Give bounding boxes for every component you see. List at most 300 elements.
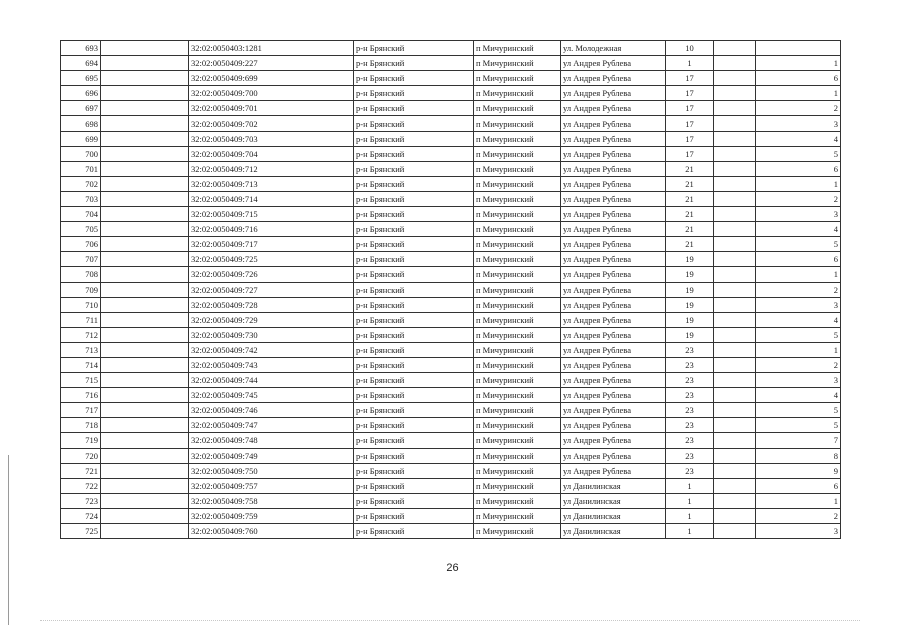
street-cell: ул Данилинская — [561, 524, 666, 539]
blank-cell — [101, 252, 189, 267]
flat-number: 5 — [756, 327, 841, 342]
blank-cell — [714, 176, 756, 191]
house-number: 23 — [666, 463, 714, 478]
house-number: 19 — [666, 327, 714, 342]
row-number: 706 — [61, 237, 101, 252]
street-cell: ул Андрея Рублева — [561, 433, 666, 448]
street-cell: ул Андрея Рублева — [561, 86, 666, 101]
district-cell: р-н Брянский — [354, 403, 474, 418]
row-number: 712 — [61, 327, 101, 342]
locality-cell: п Мичуринский — [474, 267, 561, 282]
house-number: 21 — [666, 222, 714, 237]
locality-cell: п Мичуринский — [474, 237, 561, 252]
locality-cell: п Мичуринский — [474, 327, 561, 342]
cadastral-number: 32:02:0050409:760 — [189, 524, 354, 539]
house-number: 23 — [666, 342, 714, 357]
district-cell: р-н Брянский — [354, 252, 474, 267]
table-row — [61, 388, 841, 403]
street-cell: ул Андрея Рублева — [561, 373, 666, 388]
cadastral-number: 32:02:0050409:746 — [189, 403, 354, 418]
blank-cell — [101, 433, 189, 448]
flat-number: 4 — [756, 131, 841, 146]
cadastral-number: 32:02:0050409:715 — [189, 207, 354, 222]
scan-artifact-line — [40, 620, 860, 621]
district-cell: р-н Брянский — [354, 41, 474, 56]
district-cell: р-н Брянский — [354, 388, 474, 403]
locality-cell: п Мичуринский — [474, 161, 561, 176]
blank-cell — [714, 282, 756, 297]
blank-cell — [714, 56, 756, 71]
flat-number: 2 — [756, 508, 841, 523]
flat-number: 4 — [756, 312, 841, 327]
street-cell: ул Андрея Рублева — [561, 101, 666, 116]
district-cell: р-н Брянский — [354, 373, 474, 388]
cadastral-number: 32:02:0050409:730 — [189, 327, 354, 342]
flat-number: 2 — [756, 101, 841, 116]
registry-table — [60, 40, 841, 539]
table-row — [61, 41, 841, 56]
row-number: 717 — [61, 403, 101, 418]
street-cell: ул Андрея Рублева — [561, 237, 666, 252]
street-cell: ул Андрея Рублева — [561, 388, 666, 403]
house-number: 19 — [666, 297, 714, 312]
row-number: 695 — [61, 71, 101, 86]
flat-number: 1 — [756, 86, 841, 101]
locality-cell: п Мичуринский — [474, 418, 561, 433]
district-cell: р-н Брянский — [354, 267, 474, 282]
flat-number: 6 — [756, 161, 841, 176]
locality-cell: п Мичуринский — [474, 191, 561, 206]
locality-cell: п Мичуринский — [474, 478, 561, 493]
district-cell: р-н Брянский — [354, 448, 474, 463]
locality-cell: п Мичуринский — [474, 312, 561, 327]
house-number: 10 — [666, 41, 714, 56]
blank-cell — [101, 116, 189, 131]
flat-number: 9 — [756, 463, 841, 478]
street-cell: ул Андрея Рублева — [561, 131, 666, 146]
flat-number: 6 — [756, 478, 841, 493]
district-cell: р-н Брянский — [354, 297, 474, 312]
flat-number: 1 — [756, 176, 841, 191]
row-number: 722 — [61, 478, 101, 493]
locality-cell: п Мичуринский — [474, 56, 561, 71]
house-number: 1 — [666, 508, 714, 523]
cadastral-number: 32:02:0050409:699 — [189, 71, 354, 86]
street-cell: ул Андрея Рублева — [561, 252, 666, 267]
blank-cell — [714, 478, 756, 493]
locality-cell: п Мичуринский — [474, 131, 561, 146]
locality-cell: п Мичуринский — [474, 207, 561, 222]
blank-cell — [101, 478, 189, 493]
house-number: 17 — [666, 71, 714, 86]
table-row — [61, 297, 841, 312]
locality-cell: п Мичуринский — [474, 71, 561, 86]
blank-cell — [101, 524, 189, 539]
house-number: 17 — [666, 86, 714, 101]
row-number: 703 — [61, 191, 101, 206]
district-cell: р-н Брянский — [354, 161, 474, 176]
cadastral-number: 32:02:0050409:714 — [189, 191, 354, 206]
street-cell: ул Андрея Рублева — [561, 463, 666, 478]
flat-number: 3 — [756, 297, 841, 312]
street-cell: ул Данилинская — [561, 508, 666, 523]
locality-cell: п Мичуринский — [474, 146, 561, 161]
house-number: 19 — [666, 282, 714, 297]
house-number: 17 — [666, 116, 714, 131]
locality-cell: п Мичуринский — [474, 86, 561, 101]
table-row — [61, 161, 841, 176]
blank-cell — [101, 191, 189, 206]
street-cell: ул Андрея Рублева — [561, 161, 666, 176]
row-number: 713 — [61, 342, 101, 357]
cadastral-number: 32:02:0050409:725 — [189, 252, 354, 267]
blank-cell — [101, 418, 189, 433]
flat-number: 3 — [756, 207, 841, 222]
district-cell: р-н Брянский — [354, 312, 474, 327]
table-row — [61, 116, 841, 131]
district-cell: р-н Брянский — [354, 191, 474, 206]
cadastral-number: 32:02:0050409:727 — [189, 282, 354, 297]
table-row — [61, 357, 841, 372]
street-cell: ул Андрея Рублева — [561, 222, 666, 237]
district-cell: р-н Брянский — [354, 508, 474, 523]
blank-cell — [101, 86, 189, 101]
blank-cell — [101, 176, 189, 191]
cadastral-number: 32:02:0050409:713 — [189, 176, 354, 191]
blank-cell — [101, 327, 189, 342]
blank-cell — [714, 418, 756, 433]
row-number: 723 — [61, 493, 101, 508]
row-number: 721 — [61, 463, 101, 478]
street-cell: ул Андрея Рублева — [561, 191, 666, 206]
flat-number: 5 — [756, 237, 841, 252]
locality-cell: п Мичуринский — [474, 101, 561, 116]
blank-cell — [101, 222, 189, 237]
row-number: 725 — [61, 524, 101, 539]
table-row — [61, 448, 841, 463]
blank-cell — [101, 403, 189, 418]
street-cell: ул Данилинская — [561, 478, 666, 493]
blank-cell — [714, 493, 756, 508]
table-row — [61, 267, 841, 282]
blank-cell — [101, 388, 189, 403]
flat-number: 3 — [756, 524, 841, 539]
row-number: 709 — [61, 282, 101, 297]
row-number: 711 — [61, 312, 101, 327]
blank-cell — [101, 267, 189, 282]
row-number: 696 — [61, 86, 101, 101]
street-cell: ул Андрея Рублева — [561, 418, 666, 433]
flat-number: 1 — [756, 56, 841, 71]
cadastral-number: 32:02:0050409:759 — [189, 508, 354, 523]
row-number: 718 — [61, 418, 101, 433]
blank-cell — [714, 252, 756, 267]
street-cell: ул Андрея Рублева — [561, 146, 666, 161]
blank-cell — [714, 327, 756, 342]
row-number: 704 — [61, 207, 101, 222]
cadastral-number: 32:02:0050409:758 — [189, 493, 354, 508]
house-number: 1 — [666, 493, 714, 508]
blank-cell — [714, 448, 756, 463]
locality-cell: п Мичуринский — [474, 403, 561, 418]
flat-number: 2 — [756, 282, 841, 297]
blank-cell — [714, 267, 756, 282]
blank-cell — [101, 41, 189, 56]
street-cell: ул Андрея Рублева — [561, 327, 666, 342]
blank-cell — [101, 282, 189, 297]
blank-cell — [714, 222, 756, 237]
cadastral-number: 32:02:0050409:743 — [189, 357, 354, 372]
house-number: 19 — [666, 267, 714, 282]
locality-cell: п Мичуринский — [474, 252, 561, 267]
district-cell: р-н Брянский — [354, 207, 474, 222]
flat-number: 8 — [756, 448, 841, 463]
district-cell: р-н Брянский — [354, 176, 474, 191]
cadastral-number: 32:02:0050403:1281 — [189, 41, 354, 56]
district-cell: р-н Брянский — [354, 101, 474, 116]
row-number: 702 — [61, 176, 101, 191]
street-cell: ул Андрея Рублева — [561, 116, 666, 131]
row-number: 719 — [61, 433, 101, 448]
page-number: 26 — [446, 562, 459, 574]
table-row — [61, 252, 841, 267]
cadastral-number: 32:02:0050409:227 — [189, 56, 354, 71]
district-cell: р-н Брянский — [354, 342, 474, 357]
blank-cell — [714, 508, 756, 523]
blank-cell — [714, 131, 756, 146]
locality-cell: п Мичуринский — [474, 222, 561, 237]
locality-cell: п Мичуринский — [474, 116, 561, 131]
row-number: 697 — [61, 101, 101, 116]
blank-cell — [714, 373, 756, 388]
row-number: 716 — [61, 388, 101, 403]
street-cell: ул Андрея Рублева — [561, 56, 666, 71]
district-cell: р-н Брянский — [354, 524, 474, 539]
flat-number: 2 — [756, 357, 841, 372]
locality-cell: п Мичуринский — [474, 524, 561, 539]
locality-cell: п Мичуринский — [474, 448, 561, 463]
table-row — [61, 222, 841, 237]
flat-number: 6 — [756, 252, 841, 267]
house-number: 1 — [666, 524, 714, 539]
district-cell: р-н Брянский — [354, 282, 474, 297]
street-cell: ул Андрея Рублева — [561, 312, 666, 327]
row-number: 714 — [61, 357, 101, 372]
flat-number: 5 — [756, 146, 841, 161]
house-number: 1 — [666, 56, 714, 71]
cadastral-number: 32:02:0050409:728 — [189, 297, 354, 312]
flat-number: 5 — [756, 403, 841, 418]
district-cell: р-н Брянский — [354, 478, 474, 493]
locality-cell: п Мичуринский — [474, 433, 561, 448]
house-number: 23 — [666, 357, 714, 372]
flat-number: 3 — [756, 116, 841, 131]
row-number: 699 — [61, 131, 101, 146]
street-cell: ул Андрея Рублева — [561, 267, 666, 282]
district-cell: р-н Брянский — [354, 463, 474, 478]
district-cell: р-н Брянский — [354, 56, 474, 71]
cadastral-number: 32:02:0050409:726 — [189, 267, 354, 282]
table-row — [61, 463, 841, 478]
row-number: 700 — [61, 146, 101, 161]
house-number: 17 — [666, 101, 714, 116]
blank-cell — [714, 116, 756, 131]
blank-cell — [101, 448, 189, 463]
row-number: 708 — [61, 267, 101, 282]
locality-cell: п Мичуринский — [474, 388, 561, 403]
blank-cell — [714, 237, 756, 252]
table-row — [61, 508, 841, 523]
table-row — [61, 71, 841, 86]
house-number: 1 — [666, 478, 714, 493]
flat-number: 1 — [756, 342, 841, 357]
locality-cell: п Мичуринский — [474, 41, 561, 56]
locality-cell: п Мичуринский — [474, 282, 561, 297]
table-row — [61, 524, 841, 539]
table-row — [61, 327, 841, 342]
blank-cell — [101, 161, 189, 176]
street-cell: ул. Молодежная — [561, 41, 666, 56]
house-number: 17 — [666, 146, 714, 161]
cadastral-number: 32:02:0050409:704 — [189, 146, 354, 161]
blank-cell — [101, 493, 189, 508]
cadastral-number: 32:02:0050409:729 — [189, 312, 354, 327]
blank-cell — [714, 388, 756, 403]
house-number: 23 — [666, 388, 714, 403]
street-cell: ул Андрея Рублева — [561, 357, 666, 372]
house-number: 21 — [666, 176, 714, 191]
blank-cell — [714, 433, 756, 448]
flat-number: 7 — [756, 433, 841, 448]
district-cell: р-н Брянский — [354, 86, 474, 101]
street-cell: ул Андрея Рублева — [561, 403, 666, 418]
table-row — [61, 282, 841, 297]
blank-cell — [101, 131, 189, 146]
district-cell: р-н Брянский — [354, 433, 474, 448]
house-number: 19 — [666, 252, 714, 267]
table-row — [61, 433, 841, 448]
blank-cell — [714, 71, 756, 86]
blank-cell — [101, 297, 189, 312]
house-number: 21 — [666, 237, 714, 252]
blank-cell — [714, 161, 756, 176]
blank-cell — [714, 312, 756, 327]
blank-cell — [714, 101, 756, 116]
blank-cell — [101, 342, 189, 357]
cadastral-number: 32:02:0050409:757 — [189, 478, 354, 493]
flat-number: 4 — [756, 222, 841, 237]
registry-rows — [61, 41, 841, 539]
table-row — [61, 403, 841, 418]
cadastral-number: 32:02:0050409:702 — [189, 116, 354, 131]
house-number: 23 — [666, 418, 714, 433]
house-number: 17 — [666, 131, 714, 146]
row-number: 707 — [61, 252, 101, 267]
row-number: 720 — [61, 448, 101, 463]
blank-cell — [714, 463, 756, 478]
street-cell: ул Андрея Рублева — [561, 297, 666, 312]
locality-cell: п Мичуринский — [474, 342, 561, 357]
blank-cell — [714, 41, 756, 56]
row-number: 698 — [61, 116, 101, 131]
street-cell: ул Андрея Рублева — [561, 448, 666, 463]
table-row — [61, 176, 841, 191]
row-number: 724 — [61, 508, 101, 523]
blank-cell — [101, 237, 189, 252]
locality-cell: п Мичуринский — [474, 297, 561, 312]
blank-cell — [101, 146, 189, 161]
blank-cell — [714, 146, 756, 161]
flat-number — [756, 41, 841, 56]
table-row — [61, 131, 841, 146]
blank-cell — [101, 312, 189, 327]
row-number: 710 — [61, 297, 101, 312]
table-row — [61, 207, 841, 222]
row-number: 701 — [61, 161, 101, 176]
table-row — [61, 101, 841, 116]
blank-cell — [101, 357, 189, 372]
locality-cell: п Мичуринский — [474, 373, 561, 388]
house-number: 23 — [666, 448, 714, 463]
blank-cell — [714, 403, 756, 418]
blank-cell — [101, 207, 189, 222]
table-row — [61, 56, 841, 71]
row-number: 693 — [61, 41, 101, 56]
flat-number: 2 — [756, 191, 841, 206]
blank-cell — [101, 56, 189, 71]
house-number: 21 — [666, 207, 714, 222]
district-cell: р-н Брянский — [354, 222, 474, 237]
street-cell: ул Андрея Рублева — [561, 342, 666, 357]
blank-cell — [714, 342, 756, 357]
district-cell: р-н Брянский — [354, 418, 474, 433]
locality-cell: п Мичуринский — [474, 493, 561, 508]
house-number: 21 — [666, 161, 714, 176]
cadastral-number: 32:02:0050409:700 — [189, 86, 354, 101]
blank-cell — [714, 524, 756, 539]
flat-number: 1 — [756, 267, 841, 282]
locality-cell: п Мичуринский — [474, 463, 561, 478]
cadastral-number: 32:02:0050409:745 — [189, 388, 354, 403]
table-row — [61, 493, 841, 508]
cadastral-number: 32:02:0050409:701 — [189, 101, 354, 116]
flat-number: 1 — [756, 493, 841, 508]
table-row — [61, 373, 841, 388]
cadastral-number: 32:02:0050409:742 — [189, 342, 354, 357]
house-number: 19 — [666, 312, 714, 327]
street-cell: ул Андрея Рублева — [561, 71, 666, 86]
table-row — [61, 191, 841, 206]
cadastral-number: 32:02:0050409:750 — [189, 463, 354, 478]
cadastral-number: 32:02:0050409:749 — [189, 448, 354, 463]
cadastral-number: 32:02:0050409:712 — [189, 161, 354, 176]
blank-cell — [101, 373, 189, 388]
district-cell: р-н Брянский — [354, 131, 474, 146]
table-row — [61, 478, 841, 493]
street-cell: ул Данилинская — [561, 493, 666, 508]
table-row — [61, 237, 841, 252]
cadastral-number: 32:02:0050409:747 — [189, 418, 354, 433]
house-number: 23 — [666, 433, 714, 448]
locality-cell: п Мичуринский — [474, 357, 561, 372]
locality-cell: п Мичуринский — [474, 176, 561, 191]
blank-cell — [714, 86, 756, 101]
blank-cell — [101, 508, 189, 523]
flat-number: 5 — [756, 418, 841, 433]
street-cell: ул Андрея Рублева — [561, 282, 666, 297]
cadastral-number: 32:02:0050409:716 — [189, 222, 354, 237]
district-cell: р-н Брянский — [354, 71, 474, 86]
